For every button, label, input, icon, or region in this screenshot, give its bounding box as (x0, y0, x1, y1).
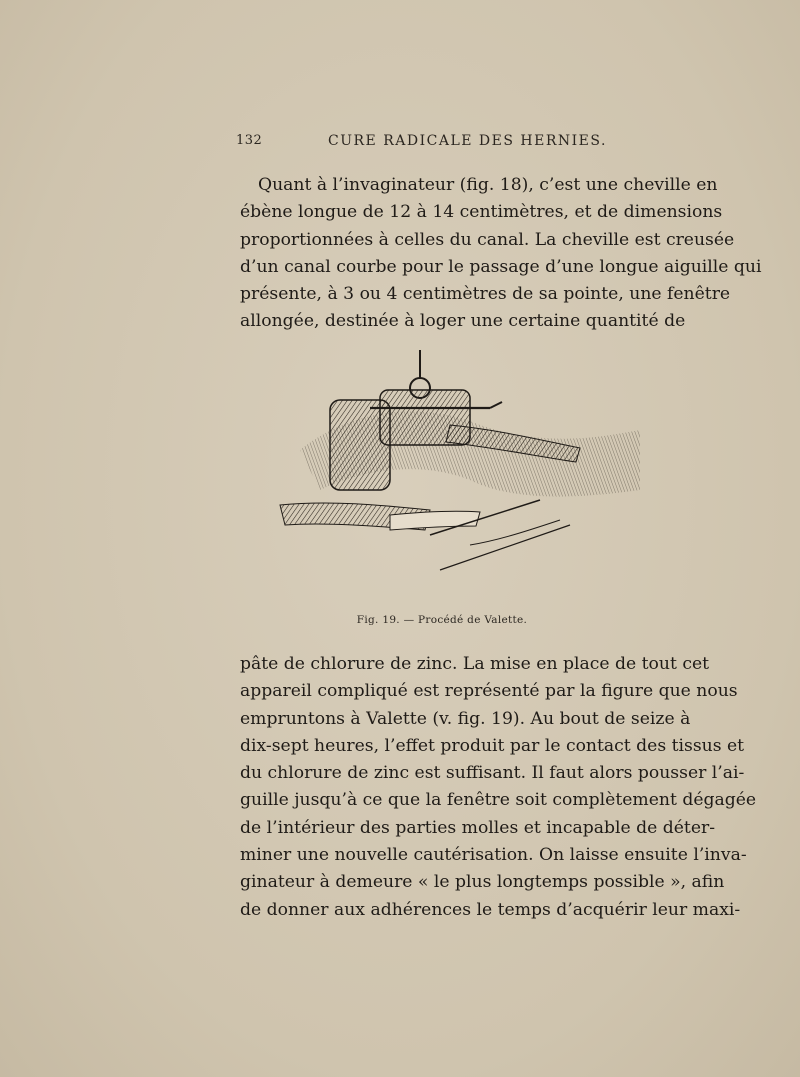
text-line: du chlorure de zinc est suffisant. Il faut alors pousser l’ai- (240, 763, 745, 784)
text-line: guille jusqu’à ce que la fenêtre soit complètement dégagée (240, 790, 757, 811)
text-line: présente, à 3 ou 4 centimètres de sa pointe, une fenêtre (240, 284, 731, 305)
page-number: 132 (236, 133, 263, 148)
running-header (236, 133, 646, 153)
running-title: CURE RADICALE DES HERNIES. (328, 133, 607, 149)
text-line: appareil compliqué est représenté par la figure que nous (240, 681, 738, 702)
paragraph-procedure (240, 651, 757, 924)
figure-caption: Fig. 19. — Procédé de Valette. (356, 614, 528, 626)
text-line: proportionnées à celles du canal. La cheville est creusée (240, 229, 735, 250)
text-line: pâte de chlorure de zinc. La mise en place de tout cet (240, 654, 710, 674)
text-line: dix-sept heures, l’effet produit par le contact des tissus et (240, 735, 745, 756)
text-line: ébène longue de 12 à 14 centimètres, et de dimensions (240, 202, 723, 223)
text-line: de donner aux adhérences le temps d’acquérir leur maxi- (240, 899, 741, 920)
text-line: ginateur à demeure « le plus longtemps possible », afin (240, 872, 725, 893)
text-line: de l’intérieur des parties molles et incapable de déter- (240, 817, 716, 838)
valette-procedure-engraving (240, 330, 644, 630)
text-line: miner une nouvelle cautérisation. On laisse ensuite l’inva- (240, 845, 747, 866)
paragraph-invaginator (240, 172, 762, 336)
text-line: allongée, destinée à loger une certaine quantité de (240, 311, 686, 332)
text-line: empruntons à Valette (v. fig. 19). Au bout de seize à (240, 708, 691, 729)
text-line: d’un canal courbe pour le passage d’une longue aiguille qui (240, 256, 762, 277)
text-line: Quant à l’invaginateur (fig. 18), c’est une cheville en (258, 175, 718, 195)
